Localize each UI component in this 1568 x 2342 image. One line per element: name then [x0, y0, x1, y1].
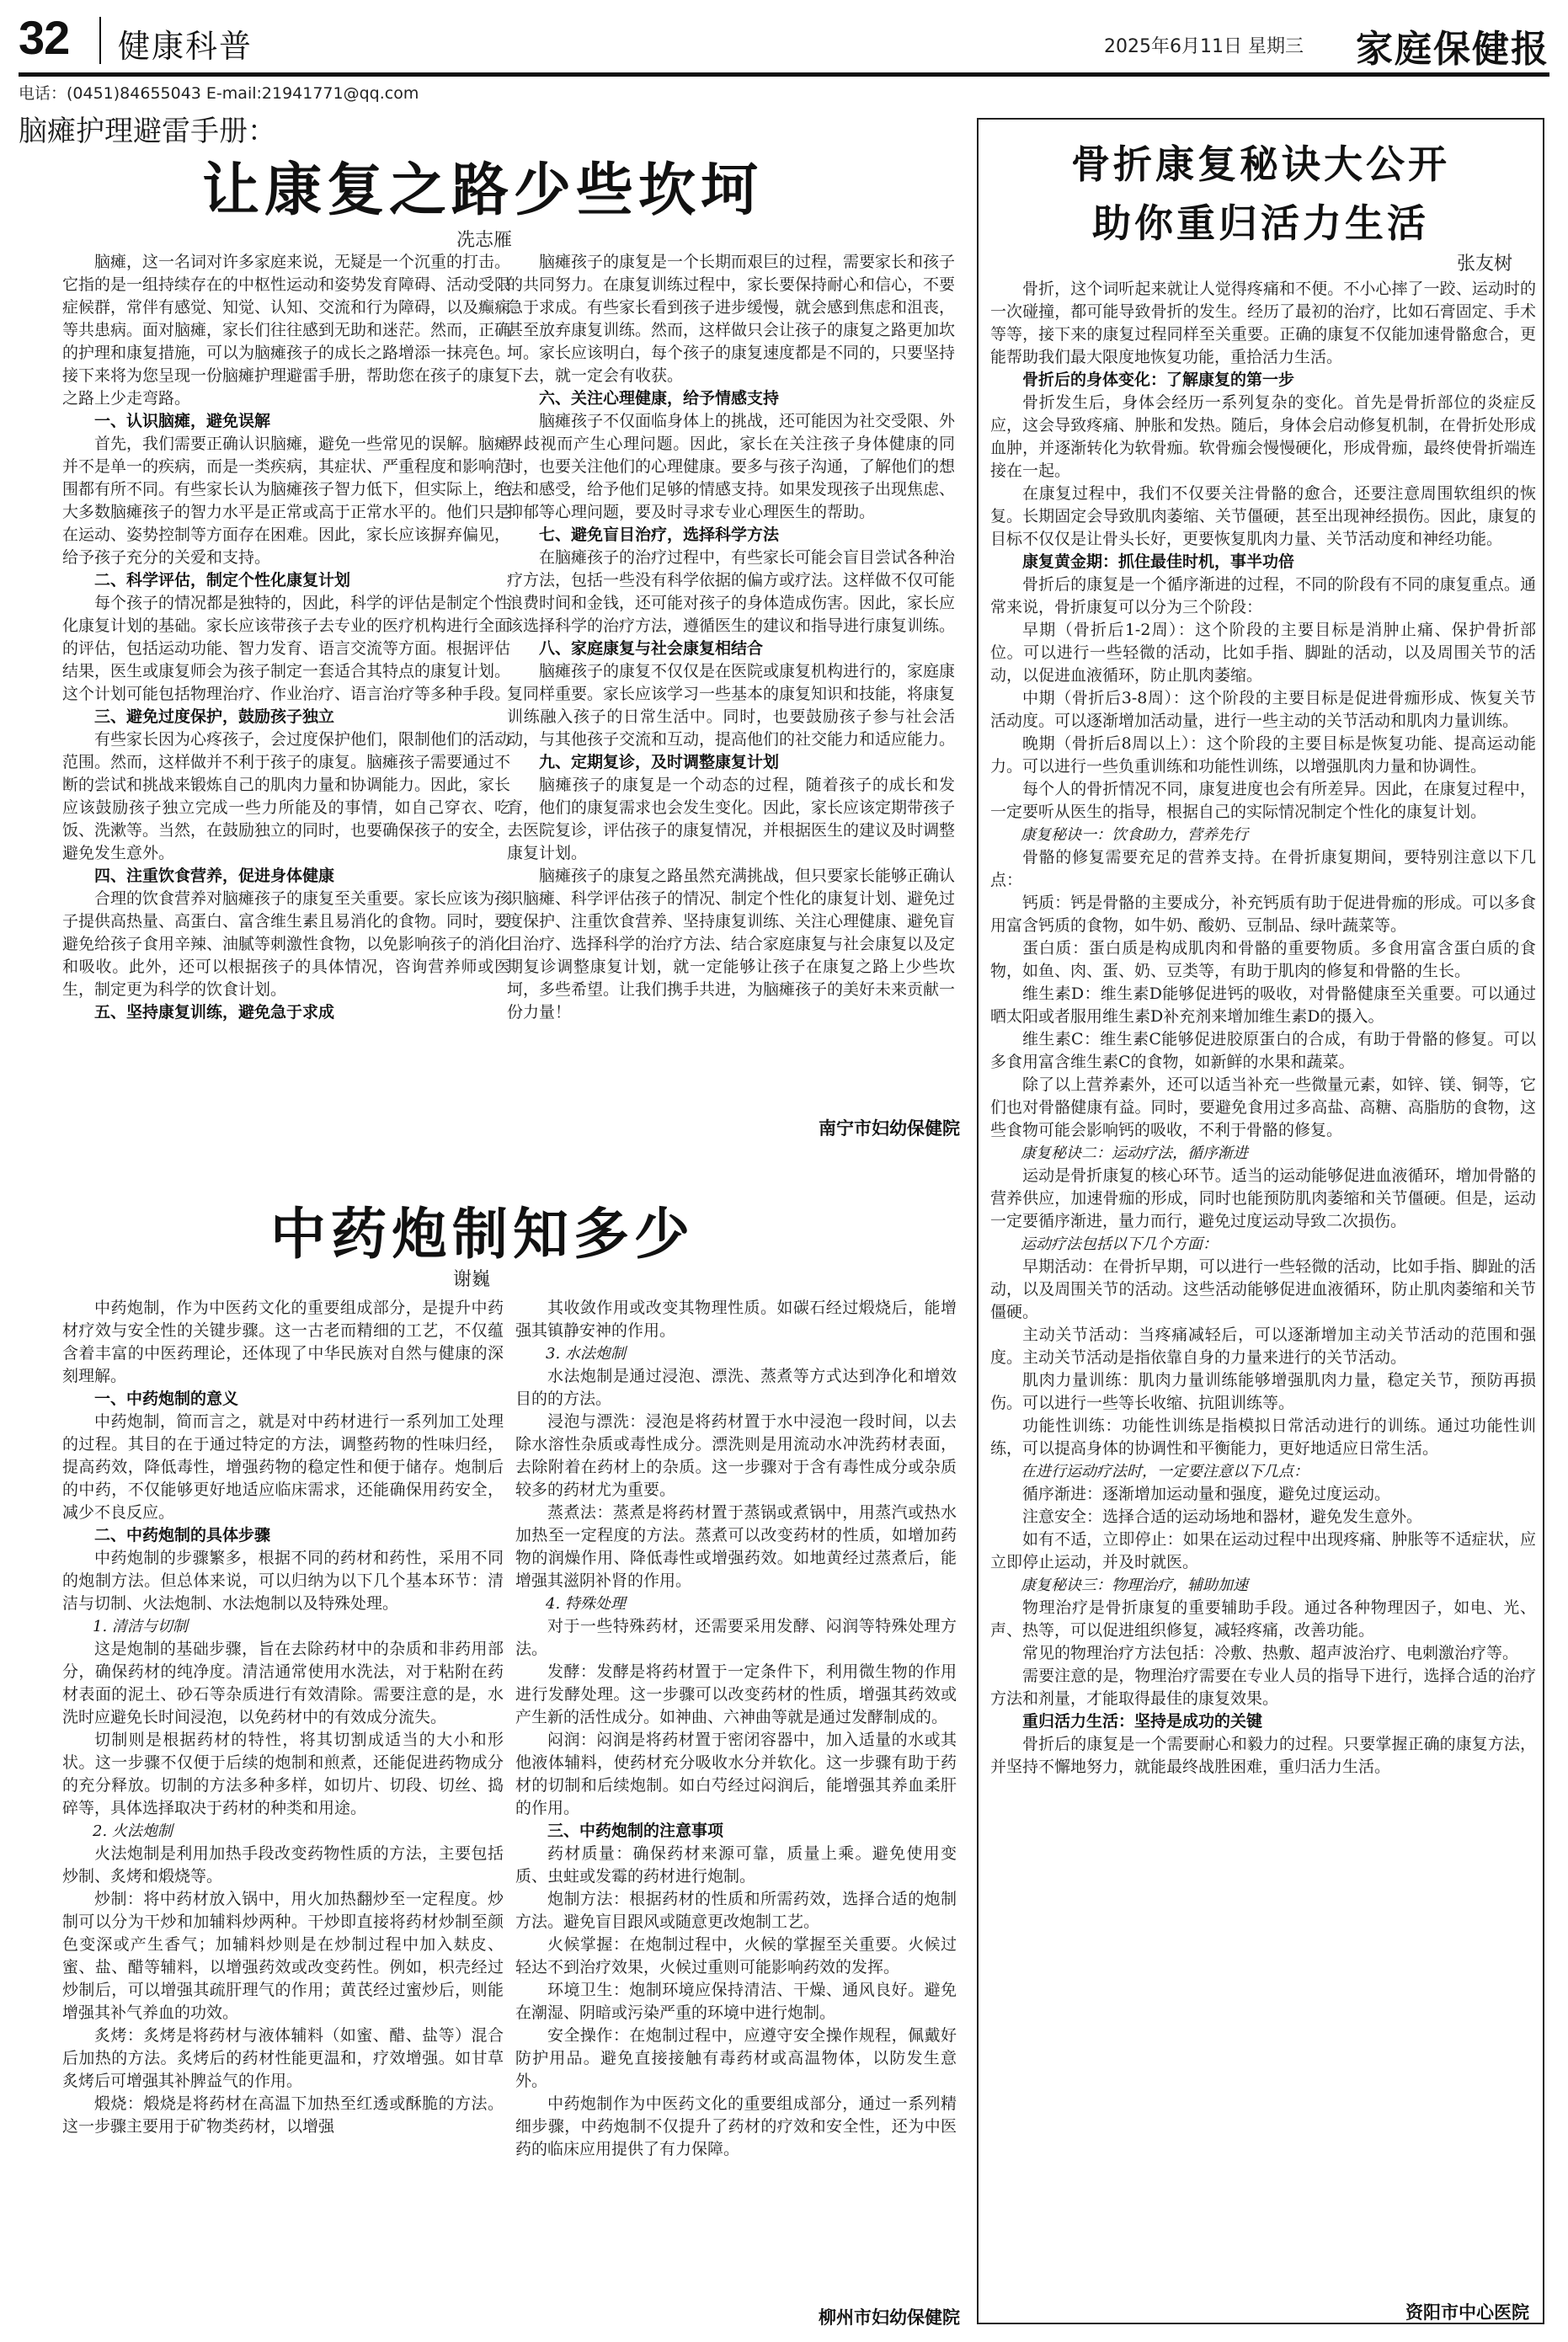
article1-affiliation: 南宁市妇幼保健院 — [819, 1118, 960, 1139]
subsection-heading: 康复秘诀三：物理治疗，辅助加速 — [1021, 1576, 1248, 1594]
article3-title-line-2: 助你重归活力生活 — [1092, 200, 1429, 246]
paragraph: 早期活动：在骨折早期，可以进行一些轻微的活动，比如手指、脚趾的活动，以及周围关节的活动。这些活动能够促进血液循环，防止肌肉萎缩和关节僵硬。 — [990, 1257, 1536, 1321]
subsection-heading: 2. 火法炮制 — [93, 1822, 173, 1840]
page-number: 32 — [19, 11, 70, 64]
paragraph: 功能性训练：功能性训练是指模拟日常活动进行的训练。通过功能性训练，可以提高身体的协调性和平衡能力，更好地适应日常生活。 — [990, 1416, 1536, 1458]
article1-column-2 — [507, 251, 955, 1160]
paragraph: 每个孩子的情况都是独特的，因此，科学的评估是制定个性化康复计划的基础。家长应该带孩子去专业的医疗机构进行全面的评估，包括运动功能、智力发育、语言交流等方面。根据评估结果，医生或康复师会为孩子制定一套适合其特点的康复计划。这个计划可能包括物理治疗、作业治疗、语言治疗等多种手段。 — [62, 594, 510, 703]
article1-title: 让康复之路少些坎坷 — [201, 157, 763, 224]
paragraph: 中药炮制的步骤繁多，根据不同的药材和药性，采用不同的炮制方法。但总体来说，可以归纳为以下几个基本环节：清洁与切制、火法炮制、水法炮制以及特殊处理。 — [62, 1549, 504, 1613]
paragraph: 合理的饮食营养对脑瘫孩子的康复至关重要。家长应该为孩子提供高热量、高蛋白、富含维生素且易消化的食物。同时，要避免给孩子食用辛辣、油腻等刺激性食物，以免影响孩子的消化和吸收。此外，还可以根据孩子的具体情况，咨询营养师或医生，制定更为科学的饮食计划。 — [62, 889, 510, 999]
paragraph: 闷润：闷润是将药材置于密闭容器中，加入适量的水或其他液体辅料，使药材充分吸收水分并软化。这一步骤有助于药材的切制和后续炮制。如白芍经过闷润后，能增强其养血柔肝的作用。 — [515, 1731, 957, 1817]
paragraph: 骨折发生后，身体会经历一系列复杂的变化。首先是骨折部位的炎症反应，这会导致疼痛、肿胀和发热。随后，身体会启动修复机制，在骨折处形成血肿，并逐渐转化为软骨痂。软骨痂会慢慢硬化，形成骨痂，最终使骨折端连接在一起。 — [990, 393, 1536, 480]
paragraph: 对于一些特殊药材，还需要采用发酵、闷润等特殊处理方法。 — [515, 1617, 957, 1658]
article2-author: 谢巍 — [453, 1269, 491, 1290]
section-heading: 重归活力生活：坚持是成功的关键 — [1022, 1712, 1263, 1731]
paragraph: 脑瘫孩子的康复是一个动态的过程，随着孩子的成长和发育，他们的康复需求也会发生变化。因此，家长应该定期带孩子去医院复诊，评估孩子的康复情况，并根据医生的建议及时调整康复计划。 — [507, 776, 955, 862]
article2-title: 中药炮制知多少 — [270, 1201, 695, 1267]
paragraph: 每个人的骨折情况不同，康复进度也会有所差异。因此，在康复过程中，一定要听从医生的指导，根据自己的实际情况制定个性化的康复计划。 — [990, 780, 1536, 821]
paragraph: 发酵：发酵是将药材置于一定条件下，利用微生物的作用进行发酵处理。这一步骤可以改变药材的性质，增强其药效或产生新的活性成分。如神曲、六神曲等就是通过发酵制成的。 — [515, 1662, 957, 1726]
article3-author: 张友树 — [1457, 253, 1513, 275]
paragraph: 首先，我们需要正确认识脑瘫，避免一些常见的误解。脑瘫并不是单一的疾病，而是一类疾病，其症状、严重程度和影响范围都有所不同。有些家长认为脑瘫孩子智力低下，但实际上，绝大多数脑瘫孩子的智力水平是正常或高于正常水平的。他们只是在运动、姿势控制等方面存在困难。因此，家长应该摒弃偏见，给予孩子充分的关爱和支持。 — [62, 435, 510, 567]
paragraph: 蛋白质：蛋白质是构成肌肉和骨骼的重要物质。多食用富含蛋白质的食物，如鱼、肉、蛋、奶、豆类等，有助于肌肉的修复和骨骼的生长。 — [990, 939, 1536, 980]
subsection-heading: 康复秘诀一：饮食助力，营养先行 — [1021, 826, 1248, 844]
paragraph: 其收敛作用或改变其物理性质。如碳石经过煅烧后，能增强其镇静安神的作用。 — [515, 1299, 957, 1340]
section-heading: 七、避免盲目治疗，选择科学方法 — [539, 525, 780, 544]
paragraph: 运动是骨折康复的核心环节。适当的运动能够促进血液循环，增加骨骼的营养供应，加速骨痂的形成，同时也能预防肌肉萎缩和关节僵硬。但是，运动一定要循序渐进，量力而行，避免过度运动导致二次损伤。 — [990, 1166, 1536, 1230]
paragraph: 维生素C：维生素C能够促进胶原蛋白的合成，有助于骨骼的修复。可以多食用富含维生素C的食物，如新鲜的水果和蔬菜。 — [990, 1030, 1536, 1071]
paragraph: 钙质：钙是骨骼的主要成分，补充钙质有助于促进骨痂的形成。可以多食用富含钙质的食物，如牛奶、酸奶、豆制品、绿叶蔬菜等。 — [990, 894, 1536, 935]
paragraph: 切制则是根据药材的特性，将其切割成适当的大小和形状。这一步骤不仅便于后续的炮制和煎煮，还能促进药物成分的充分释放。切制的方法多种多样，如切片、切段、切丝、捣碎等，具体选择取决于药材的种类和用途。 — [62, 1731, 504, 1817]
paragraph: 晚期（骨折后8周以上）：这个阶段的主要目标是恢复功能、提高运动能力。可以进行一些负重训练和功能性训练，以增强肌肉力量和协调性。 — [990, 734, 1536, 776]
article3-title — [977, 135, 1544, 253]
section-heading: 一、认识脑瘫，避免误解 — [94, 412, 271, 430]
masthead-rule — [19, 72, 1549, 77]
paragraph: 脑瘫孩子的康复是一个长期而艰巨的过程，需要家长和孩子的共同努力。在康复训练过程中，家长要保持耐心和信心，不要急于求成。有些家长看到孩子进步缓慢，就会感到焦虑和沮丧，甚至放弃康复训练。然而，这样做只会让孩子的康复之路更加坎坷。家长应该明白，每个孩子的康复速度都是不同的，只要坚持下去，就一定会有收获。 — [507, 253, 955, 385]
article2-column-1 — [62, 1297, 504, 2307]
paragraph: 早期（骨折后1-2周）：这个阶段的主要目标是消肿止痛、保护骨折部位。可以进行一些轻微的活动，比如手指、脚趾的活动，以及周围关节的活动，以促进血液循环，防止肌肉萎缩。 — [990, 621, 1536, 685]
paragraph: 煅烧：煅烧是将药材在高温下加热至红透或酥脆的方法。这一步骤主要用于矿物类药材，以增强 — [62, 2094, 504, 2136]
subsection-heading: 1. 清洁与切制 — [93, 1618, 188, 1635]
section-heading: 骨折后的身体变化：了解康复的第一步 — [1022, 371, 1295, 389]
article2-affiliation: 柳州市妇幼保健院 — [819, 2307, 960, 2328]
paragraph: 常见的物理治疗方法包括：冷敷、热敷、超声波治疗、电刺激治疗等。 — [1022, 1644, 1519, 1662]
article3-affiliation: 资阳市中心医院 — [1405, 2302, 1529, 2323]
article3-column — [990, 278, 1536, 2249]
subsection-heading: 运动疗法包括以下几个方面： — [1021, 1235, 1218, 1253]
section-heading: 四、注重饮食营养，促进身体健康 — [94, 867, 335, 885]
paragraph: 中药炮制，简而言之，就是对中药材进行一系列加工处理的过程。其目的在于通过特定的方法，调整药物的性味归经，提高药效，降低毒性，增强药物的稳定性和便于储存。炮制后的中药，不仅能够更好地适应临床需求，还能确保用药安全，减少不良反应。 — [62, 1412, 504, 1522]
paragraph: 在脑瘫孩子的治疗过程中，有些家长可能会盲目尝试各种治疗方法，包括一些没有科学依据的偏方或疗法。这样做不仅可能浪费时间和金钱，还可能对孩子的身体造成伤害。因此，家长应该选择科学的治疗方法，遵循医生的建议和指导进行康复训练。 — [507, 548, 955, 635]
paragraph: 环境卫生：炮制环境应保持清洁、干燥、通风良好。避免在潮湿、阴暗或污染严重的环境中进行炮制。 — [515, 1981, 957, 2022]
section-heading: 八、家庭康复与社会康复相结合 — [539, 639, 764, 658]
contact-line: 电话：(0451)84655043 E-mail:21941771@qq.com — [19, 84, 419, 103]
section-title: 健康科普 — [118, 28, 253, 65]
paragraph: 有些家长因为心疼孩子，会过度保护他们，限制他们的活动范围。然而，这样做并不利于孩子的康复。脑瘫孩子需要通过不断的尝试和挑战来锻炼自己的肌肉力量和协调能力。因此，家长应该鼓励孩子独立完成一些力所能及的事情，如自己穿衣、吃饭、洗漱等。当然，在鼓励独立的同时，也要确保孩子的安全，避免发生意外。 — [62, 730, 510, 862]
paragraph: 这是炮制的基础步骤，旨在去除药材中的杂质和非药用部分，确保药材的纯净度。清洁通常使用水洗法，对于粘附在药材表面的泥土、砂石等杂质进行有效清除。需要注意的是，水洗时应避免长时间浸泡，以免药材中的有效成分流失。 — [62, 1640, 504, 1726]
article2-column-2 — [515, 1297, 957, 2307]
paragraph: 维生素D：维生素D能够促进钙的吸收，对骨骼健康至关重要。可以通过晒太阳或者服用维生素D补充剂来增加维生素D的摄入。 — [990, 984, 1536, 1026]
paragraph: 肌肉力量训练：肌肉力量训练能够增强肌肉力量，稳定关节，预防再损伤。可以进行一些等长收缩、抗阻训练等。 — [990, 1371, 1536, 1412]
paragraph: 需要注意的是，物理治疗需要在专业人员的指导下进行，选择合适的治疗方法和剂量，才能取得最佳的康复效果。 — [990, 1667, 1536, 1708]
article1-subtitle: 脑瘫护理避雷手册： — [19, 115, 276, 148]
paragraph: 主动关节活动：当疼痛减轻后，可以逐渐增加主动关节活动的范围和强度。主动关节活动是指依靠自身的力量来进行的关节活动。 — [990, 1326, 1536, 1367]
paragraph: 中药炮制作为中医药文化的重要组成部分，通过一系列精细步骤，中药炮制不仅提升了药材的疗效和安全性，还为中医药的临床应用提供了有力保障。 — [515, 2094, 957, 2158]
paragraph: 中期（骨折后3-8周）：这个阶段的主要目标是促进骨痂形成、恢复关节活动度。可以逐渐增加活动量，进行一些主动的关节活动和肌肉力量训练。 — [990, 689, 1536, 730]
paragraph: 炙烤：炙烤是将药材与液体辅料（如蜜、醋、盐等）混合后加热的方法。炙烤后的药材性能更温和，疗效增强。如甘草炙烤后可增强其补脾益气的作用。 — [62, 2026, 504, 2090]
paragraph: 脑瘫，这一名词对许多家庭来说，无疑是一个沉重的打击。它指的是一组持续存在的中枢性运动和姿势发育障碍、活动受限症候群，常伴有感觉、知觉、认知、交流和行为障碍，以及癫痫等共患病。面对脑瘫，家长们往往感到无助和迷茫。然而，正确的护理和康复措施，可以为脑瘫孩子的成长之路增添一抹亮色。接下来将为您呈现一份脑瘫护理避雷手册，帮助您在孩子的康复之路上少走弯路。 — [62, 253, 510, 408]
paragraph: 浸泡与漂洗：浸泡是将药材置于水中浸泡一段时间，以去除水溶性杂质或毒性成分。漂洗则是用流动水冲洗药材表面，去除附着在药材上的杂质。这一步骤对于含有毒性成分或杂质较多的药材尤为重要。 — [515, 1412, 957, 1499]
subsection-heading: 4. 特殊处理 — [546, 1595, 626, 1613]
paragraph: 在康复过程中，我们不仅要关注骨骼的愈合，还要注意周围软组织的恢复。长期固定会导致肌肉萎缩、关节僵硬，甚至出现神经损伤。因此，康复的目标不仅仅是让骨头长好，更要恢复肌肉力量、关节活动度和神经功能。 — [990, 484, 1536, 548]
section-heading: 九、定期复诊，及时调整康复计划 — [539, 753, 780, 771]
paragraph: 安全操作：在炮制过程中，应遵守安全操作规程，佩戴好防护用品。避免直接接触有毒药材或高温物体，以防发生意外。 — [515, 2026, 957, 2090]
paragraph: 除了以上营养素外，还可以适当补充一些微量元素，如锌、镁、铜等，它们也对骨骼健康有益。同时，要避免食用过多高盐、高糖、高脂肪的食物，这些食物可能会影响钙的吸收，不利于骨骼的修复。 — [990, 1075, 1536, 1139]
paragraph: 炒制：将中药材放入锅中，用火加热翻炒至一定程度。炒制可以分为干炒和加辅料炒两种。干炒即直接将药材炒制至颜色变深或产生香气；加辅料炒则是在炒制过程中加入麸皮、蜜、盐、醋等辅料，以增强药效或改变药性。例如，枳壳经过炒制后，可以增强其疏肝理气的作用；黄芪经过蜜炒后，则能增强其补气养血的功效。 — [62, 1890, 504, 2022]
subsection-heading: 康复秘诀二：运动疗法，循序渐进 — [1021, 1144, 1248, 1162]
paragraph: 水法炮制是通过浸泡、漂洗、蒸煮等方式达到净化和增效目的的方法。 — [515, 1367, 957, 1408]
section-heading: 三、中药炮制的注意事项 — [547, 1822, 724, 1840]
paragraph: 火候掌握：在炮制过程中，火候的掌握至关重要。火候过轻达不到治疗效果，火候过重则可能影响药效的发挥。 — [515, 1935, 957, 1977]
paragraph: 骨骼的修复需要充足的营养支持。在骨折康复期间，要特别注意以下几点： — [990, 848, 1536, 889]
section-heading: 二、科学评估，制定个性化康复计划 — [94, 571, 351, 590]
paragraph: 如有不适，立即停止：如果在运动过程中出现疼痛、肿胀等不适症状，应立即停止运动，并及时就医。 — [990, 1530, 1536, 1571]
paragraph: 骨折后的康复是一个循序渐进的过程，不同的阶段有不同的康复重点。通常来说，骨折康复可以分为三个阶段： — [990, 575, 1536, 616]
subsection-heading: 在进行运动疗法时，一定要注意以下几点： — [1021, 1463, 1309, 1480]
paragraph: 火法炮制是利用加热手段改变药物性质的方法，主要包括炒制、炙烤和煅烧等。 — [62, 1844, 504, 1886]
section-heading: 五、坚持康复训练，避免急于求成 — [94, 1003, 335, 1022]
subsection-heading: 3. 水法炮制 — [546, 1345, 626, 1363]
section-heading: 六、关注心理健康，给予情感支持 — [539, 389, 780, 408]
section-heading: 一、中药炮制的意义 — [94, 1390, 239, 1408]
newspaper-name: 家庭保健报 — [1356, 28, 1549, 71]
article1-column-1 — [62, 251, 510, 1160]
paragraph: 物理治疗是骨折康复的重要辅助手段。通过各种物理因子，如电、光、声、热等，可以促进组织修复，减轻疼痛，改善功能。 — [990, 1598, 1536, 1640]
paragraph: 脑瘫孩子的康复不仅仅是在医院或康复机构进行的，家庭康复同样重要。家长应该学习一些基本的康复知识和技能，将康复训练融入孩子的日常生活中。同时，也要鼓励孩子参与社会活动，与其他孩子交流和互动，提高他们的社交能力和适应能力。 — [507, 662, 955, 749]
paragraph: 中药炮制，作为中医药文化的重要组成部分，是提升中药材疗效与安全性的关键步骤。这一古老而精细的工艺，不仅蕴含着丰富的中医药理论，还体现了中华民族对自然与健康的深刻理解。 — [62, 1299, 504, 1385]
paragraph: 蒸煮法：蒸煮是将药材置于蒸锅或煮锅中，用蒸汽或热水加热至一定程度的方法。蒸煮可以改变药材的性质，如增加药物的润燥作用、降低毒性或增强药效。如地黄经过蒸煮后，能增强其滋阴补肾的作用。 — [515, 1503, 957, 1590]
paragraph: 骨折后的康复是一个需要耐心和毅力的过程。只要掌握正确的康复方法，并坚持不懈地努力，就能最终战胜困难，重归活力生活。 — [990, 1735, 1536, 1776]
issue-date: 2025年6月11日 星期三 — [1104, 36, 1304, 57]
paragraph: 脑瘫孩子的康复之路虽然充满挑战，但只要家长能够正确认识脑瘫、科学评估孩子的情况、制定个性化的康复计划、避免过度保护、注重饮食营养、坚持康复训练、关注心理健康、避免盲目治疗、选择科学的治疗方法、结合家庭康复与社会康复以及定期复诊调整康复计划，就一定能够让孩子在康复之路上少些坎坷，多些希望。让我们携手共进，为脑瘫孩子的美好未来贡献一份力量！ — [507, 867, 955, 1022]
article3-title-line-1: 骨折康复秘诀大公开 — [1071, 141, 1450, 187]
masthead-divider — [99, 17, 101, 64]
section-heading: 三、避免过度保护，鼓励孩子独立 — [94, 707, 335, 726]
paragraph: 脑瘫孩子不仅面临身体上的挑战，还可能因为社交受限、外界歧视而产生心理问题。因此，家长在关注孩子身体健康的同时，也要关注他们的心理健康。要多与孩子沟通，了解他们的想法和感受，给予他们足够的情感支持。如果发现孩子出现焦虑、抑郁等心理问题，要及时寻求专业心理医生的帮助。 — [507, 412, 955, 521]
paragraph: 注意安全：选择合适的运动场地和器材，避免发生意外。 — [1022, 1507, 1423, 1526]
paragraph: 循序渐进：逐渐增加运动量和强度，避免过度运动。 — [1022, 1485, 1391, 1503]
masthead — [19, 11, 1549, 71]
paragraph: 骨折，这个词听起来就让人觉得疼痛和不便。不小心摔了一跤、运动时的一次碰撞，都可能导致骨折的发生。经历了最初的治疗，比如石膏固定、手术等等，接下来的康复过程同样至关重要。正确的康复不仅能加速骨骼愈合，更能帮助我们最大限度地恢复功能，重拾活力生活。 — [990, 280, 1536, 366]
section-heading: 二、中药炮制的具体步骤 — [94, 1526, 271, 1544]
section-heading: 康复黄金期：抓住最佳时机，事半功倍 — [1022, 552, 1295, 571]
paragraph: 炮制方法：根据药材的性质和所需药效，选择合适的炮制方法。避免盲目跟风或随意更改炮制工艺。 — [515, 1890, 957, 1931]
paragraph: 药材质量：确保药材来源可靠，质量上乘。避免使用变质、虫蛀或发霉的药材进行炮制。 — [515, 1844, 957, 1886]
article1-author: 冼志雁 — [456, 230, 513, 251]
